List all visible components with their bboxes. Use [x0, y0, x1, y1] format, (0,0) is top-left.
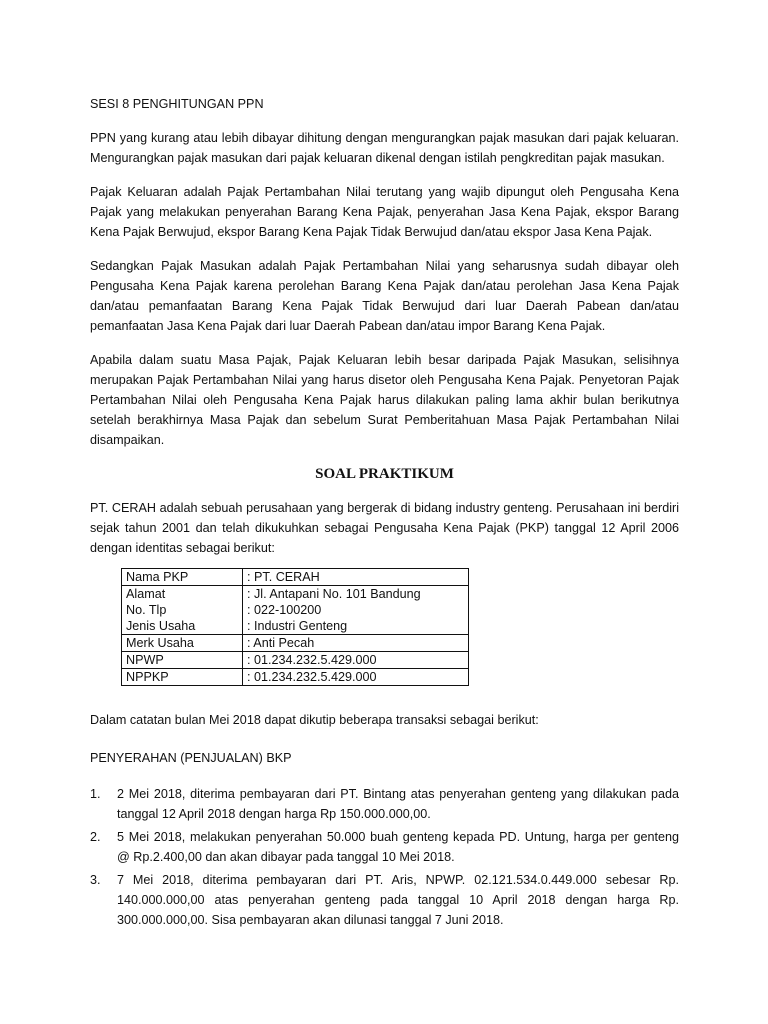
identity-label: Merk Usaha	[122, 635, 243, 652]
list-item-number: 2.	[90, 830, 101, 844]
paragraph-ppn-definition: PPN yang kurang atau lebih dibayar dihitung dengan mengurangkan pajak masukan dari pajak keluaran. Mengurangkan pajak masukan dari pajak keluaran dikenal dengan istilah pengkreditan pajak masukan.	[90, 131, 679, 165]
list-item-number: 3.	[90, 873, 101, 887]
list-item	[90, 827, 679, 867]
transactions-intro: Dalam catatan bulan Mei 2018 dapat dikutip beberapa transaksi sebagai berikut:	[90, 713, 539, 727]
section-heading-penyerahan: PENYERAHAN (PENJUALAN) BKP	[90, 751, 292, 765]
document-body	[90, 94, 679, 933]
paragraph-penyetoran: Apabila dalam suatu Masa Pajak, Pajak Keluaran lebih besar daripada Pajak Masukan, selisihnya merupakan Pajak Pertambahan Nilai yang harus disetor oleh Pengusaha Kena Pajak. Penyetoran Pajak Pertambahan Nilai oleh Pengusaha Kena Pajak harus dilakukan paling lama akhir bulan berikutnya setelah berakhirnya Masa Pajak dan sebelum Surat Pemberitahuan Masa Pajak Pertambahan Nilai disampaikan.	[90, 353, 679, 447]
identity-label: Nama PKP	[122, 569, 243, 586]
identity-row	[122, 586, 469, 635]
identity-table	[121, 568, 469, 686]
transaction-list	[90, 784, 679, 930]
identity-row	[122, 652, 469, 669]
identity-value: : Anti Pecah	[243, 635, 469, 652]
identity-row	[122, 635, 469, 652]
list-item	[90, 870, 679, 930]
identity-row	[122, 569, 469, 586]
identity-label: NPWP	[122, 652, 243, 669]
list-item-number: 1.	[90, 787, 101, 801]
identity-value: : 01.234.232.5.429.000	[243, 652, 469, 669]
paragraph-pajak-keluaran: Pajak Keluaran adalah Pajak Pertambahan Nilai terutang yang wajib dipungut oleh Pengusaha Kena Pajak yang melakukan penyerahan Barang Kena Pajak, penyerahan Jasa Kena Pajak, ekspor Barang Kena Pajak Berwujud, ekspor Barang Kena Pajak Tidak Berwujud dan/atau ekspor Jasa Kena Pajak.	[90, 185, 679, 239]
list-item	[90, 784, 679, 824]
paragraph-pajak-masukan: Sedangkan Pajak Masukan adalah Pajak Pertambahan Nilai yang seharusnya sudah dibayar oleh Pengusaha Kena Pajak karena perolehan Barang Kena Pajak dan/atau perolehan Jasa Kena Pajak dan/atau pemanfaatan Barang Kena Pajak Tidak Berwujud dari luar Daerah Pabean dan/atau pemanfaatan Jasa Kena Pajak dari luar Daerah Pabean dan/atau impor Barang Kena Pajak.	[90, 259, 679, 333]
identity-value: : 01.234.232.5.429.000	[243, 669, 469, 686]
identity-value: : PT. CERAH	[243, 569, 469, 586]
identity-row	[122, 669, 469, 686]
list-item-text: 7 Mei 2018, diterima pembayaran dari PT. Aris, NPWP. 02.121.534.0.449.000 sebesar Rp. 140.000.000,00 atas penyerahan genteng pada tanggal 10 April 2018 dengan harga Rp. 300.000.000,00. Sisa pembayaran akan dilunasi tanggal 7 Juni 2018.	[117, 873, 679, 927]
identity-label: Alamat No. Tlp Jenis Usaha	[122, 586, 243, 635]
identity-value: : Jl. Antapani No. 101 Bandung : 022-100200 : Industri Genteng	[243, 586, 469, 635]
soal-praktikum-title: SOAL PRAKTIKUM	[315, 466, 454, 482]
identity-label: NPPKP	[122, 669, 243, 686]
list-item-text: 2 Mei 2018, diterima pembayaran dari PT. Bintang atas penyerahan genteng yang dilakukan pada tanggal 12 April 2018 dengan harga Rp 150.000.000,00.	[117, 787, 679, 821]
session-heading: SESI 8 PENGHITUNGAN PPN	[90, 97, 264, 111]
company-intro: PT. CERAH adalah sebuah perusahaan yang bergerak di bidang industry genteng. Perusahaan ini berdiri sejak tahun 2001 dan telah dikukuhkan sebagai Pengusaha Kena Pajak (PKP) tanggal 12 April 2006 dengan identitas sebagai berikut:	[90, 501, 679, 555]
list-item-text: 5 Mei 2018, melakukan penyerahan 50.000 buah genteng kepada PD. Untung, harga per genteng @ Rp.2.400,00 dan akan dibayar pada tanggal 10 Mei 2018.	[117, 830, 679, 864]
